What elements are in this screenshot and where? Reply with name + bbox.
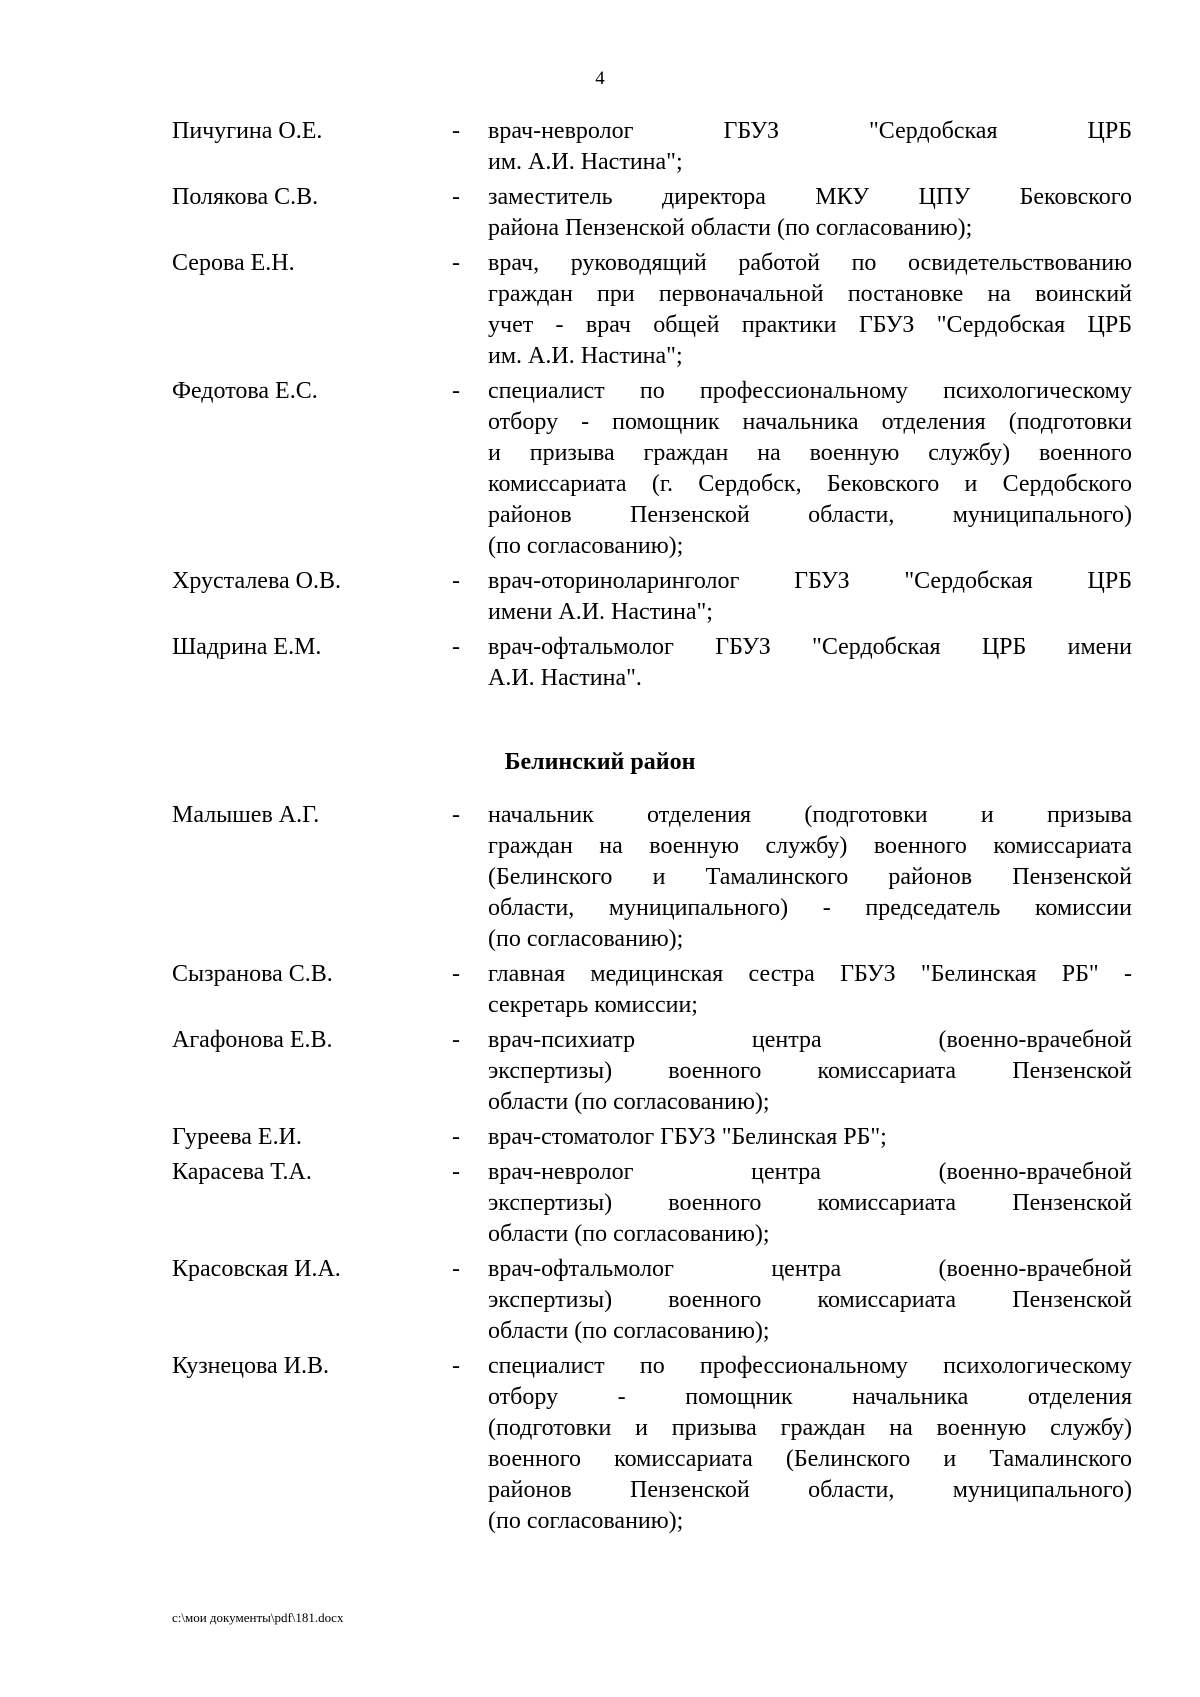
member-position-line: А.И. Настина". [488,665,642,691]
member-position-line: граждан при первоначальной постановке на воинский [488,281,1132,307]
member-dash: - [452,378,460,404]
member-name: Хрусталева О.В. [172,568,341,594]
member-position-line: (по согласованию); [488,533,684,559]
member-position-line: районов Пензенской области, муниципального) [488,502,1132,528]
member-name: Карасева Т.А. [172,1159,312,1185]
member-dash: - [452,118,460,144]
member-name: Шадрина Е.М. [172,634,322,660]
member-position-line: отбору - помощник начальника отделения [488,1384,1132,1410]
member-position-line: района Пензенской области (по согласованию); [488,215,973,241]
member-position-line: начальник отделения (подготовки и призыва [488,802,1132,828]
member-name: Пичугина О.Е. [172,118,323,144]
member-position-line: учет - врач общей практики ГБУЗ "Сердобская ЦРБ [488,312,1132,338]
member-position-line: граждан на военную службу) военного комиссариата [488,833,1132,859]
member-position-line: области (по согласованию); [488,1221,770,1247]
member-position-line: области, муниципального) - председатель комиссии [488,895,1132,921]
member-dash: - [452,802,460,828]
member-position-line: комиссариата (г. Сердобск, Бековского и Сердобского [488,471,1132,497]
member-dash: - [452,634,460,660]
member-dash: - [452,961,460,987]
member-position [488,376,1132,562]
member-name: Гуреева Е.И. [172,1124,302,1150]
member-position-line: врач-офтальмолог ГБУЗ "Сердобская ЦРБ имени [488,634,1132,660]
member-position-line: (по согласованию); [488,926,684,952]
member-position-line: врач-невролог ГБУЗ "Сердобская ЦРБ [488,118,1132,144]
member-position [488,800,1132,955]
member-position-line: (подготовки и призыва граждан на военную службу) [488,1415,1132,1441]
member-position [488,1025,1132,1118]
member-position [488,248,1132,372]
member-name: Сызранова С.В. [172,961,333,987]
member-dash: - [452,1124,460,1150]
member-position-line: экспертизы) военного комиссариата Пензенской [488,1058,1132,1084]
member-position-line: заместитель директора МКУ ЦПУ Бековского [488,184,1132,210]
member-dash: - [452,1159,460,1185]
member-dash: - [452,568,460,594]
member-position [488,1157,1132,1250]
member-position-line: им. А.И. Настина"; [488,343,683,369]
member-name: Серова Е.Н. [172,250,295,276]
member-name: Федотова Е.С. [172,378,318,404]
member-position-line: (по согласованию); [488,1508,684,1534]
member-position-line: врач, руководящий работой по освидетельствованию [488,250,1132,276]
member-position [488,1254,1132,1347]
member-name: Малышев А.Г. [172,802,320,828]
member-position [488,959,1132,1021]
member-position [488,566,1132,628]
member-position-line: врач-офтальмолог центра (военно-врачебной [488,1256,1132,1282]
member-position [488,182,1132,244]
member-position-line: врач-психиатр центра (военно-врачебной [488,1027,1132,1053]
member-dash: - [452,1027,460,1053]
member-position-line: области (по согласованию); [488,1089,770,1115]
member-position-line: экспертизы) военного комиссариата Пензенской [488,1190,1132,1216]
page-number: 4 [595,68,605,89]
member-position-line: врач-стоматолог ГБУЗ "Белинская РБ"; [488,1124,887,1150]
member-position-line: военного комиссариата (Белинского и Тамалинского [488,1446,1132,1472]
member-dash: - [452,184,460,210]
member-position-line: специалист по профессиональному психологическому [488,1353,1132,1379]
section-heading: Белинский район [504,749,696,775]
member-position-line: главная медицинская сестра ГБУЗ "Белинская РБ" - [488,961,1132,987]
member-dash: - [452,1353,460,1379]
member-position [488,116,1132,178]
member-position-line: врач-невролог центра (военно-врачебной [488,1159,1132,1185]
member-position-line: специалист по профессиональному психологическому [488,378,1132,404]
member-dash: - [452,250,460,276]
member-position [488,1351,1132,1537]
member-name: Кузнецова И.В. [172,1353,330,1379]
member-position-line: районов Пензенской области, муниципального) [488,1477,1132,1503]
member-position-line: врач-оториноларинголог ГБУЗ "Сердобская ЦРБ [488,568,1132,594]
member-name: Красовская И.А. [172,1256,341,1282]
member-position [488,1122,1132,1153]
member-name: Полякова С.В. [172,184,319,210]
member-name: Агафонова Е.В. [172,1027,333,1053]
member-position-line: имени А.И. Настина"; [488,599,713,625]
member-position-line: области (по согласованию); [488,1318,770,1344]
member-position-line: и призыва граждан на военную службу) военного [488,440,1132,466]
member-position [488,632,1132,694]
member-position-line: экспертизы) военного комиссариата Пензенской [488,1287,1132,1313]
member-position-line: секретарь комиссии; [488,992,698,1018]
member-position-line: (Белинского и Тамалинского районов Пензенской [488,864,1132,890]
member-dash: - [452,1256,460,1282]
member-position-line: отбору - помощник начальника отделения (подготовки [488,409,1132,435]
footer-file-path: c:\мои документы\pdf\181.docx [172,1610,344,1625]
member-position-line: им. А.И. Настина"; [488,149,683,175]
